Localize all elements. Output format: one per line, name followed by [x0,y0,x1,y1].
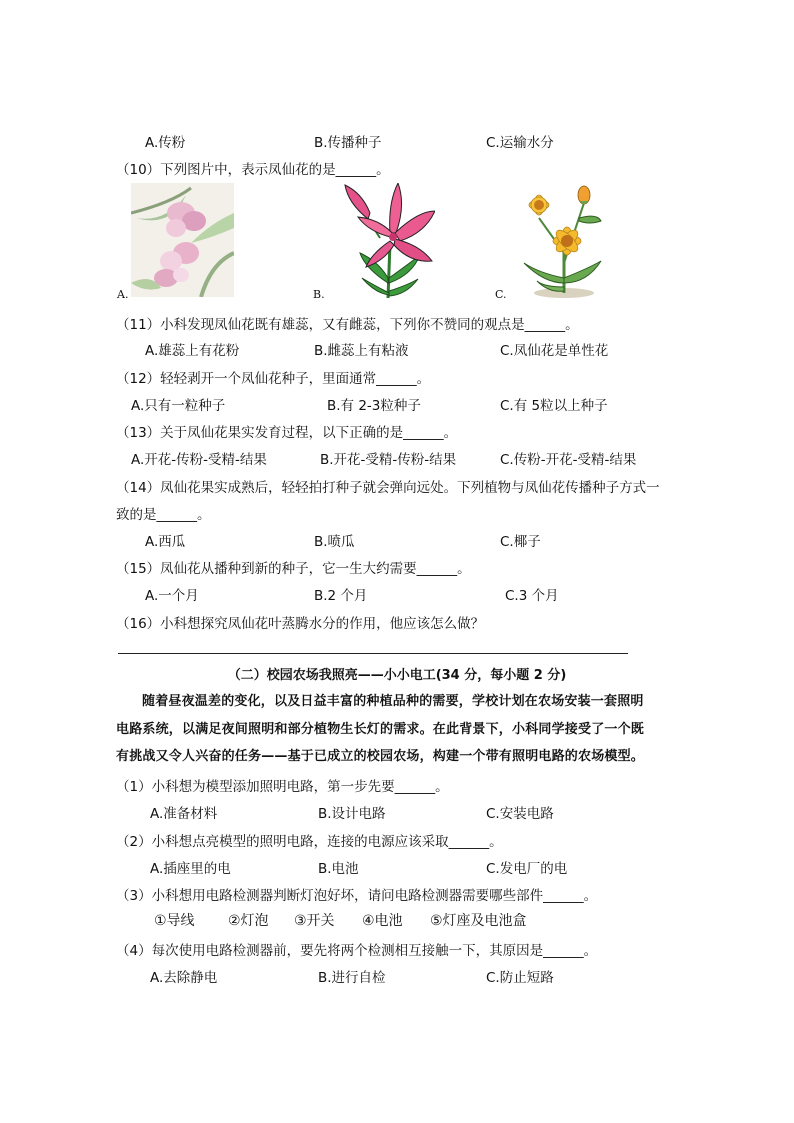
s2q3-part-2: ②灯泡 [228,913,269,929]
s2q4-question: （4）每次使用电路检测器前，要先将两个检测相互接触一下，其原因是______。 [116,943,598,959]
q11-option-b: B.雌蕊上有粘液 [314,343,409,359]
section2-intro [116,688,680,771]
q11-option-a: A.雄蕊上有花粉 [145,343,240,359]
q9-option-c: C.运输水分 [486,135,554,151]
s2q3-part-4: ④电池 [362,913,403,929]
q15-option-c: C.3 个月 [505,588,559,604]
s2q4-option-b: B.进行自检 [318,970,386,986]
q10-label-b: B. [313,288,325,301]
intro-line-1: 随着昼夜温差的变化，以及日益丰富的种植品种的需要，学校计划在农场安装一套照明 [142,694,644,709]
q10-label-c: C. [495,288,507,301]
s2q2-option-b: B.电池 [318,861,359,877]
q9-option-a: A.传粉 [145,135,186,151]
q13-option-b: B.开花-受精-传粉-结果 [320,452,457,468]
q13-question: （13）关于凤仙花果实发育过程，以下正确的是______。 [116,425,458,441]
q15-option-b: B.2 个月 [314,588,368,604]
intro-line-3: 有挑战又令人兴奋的任务——基于已成立的校园农场，构建一个带有照明电路的农场模型。 [116,749,645,764]
s2q1-question: （1）小科想为模型添加照明电路，第一步先要______。 [116,779,449,795]
q13-option-a: A.开花-传粉-受精-结果 [131,452,267,468]
answer-line [118,653,628,654]
q14-option-b: B.喷瓜 [314,534,355,550]
q13-option-c: C.传粉-开花-受精-结果 [500,452,637,468]
q14-option-a: A.西瓜 [145,534,186,550]
q15-question: （15）凤仙花从播种到新的种子，它一生大约需要______。 [116,561,471,577]
q12-question: （12）轻轻剥开一个凤仙花种子，里面通常______。 [116,371,431,387]
lily-image [340,183,435,298]
impatiens-image [131,183,234,297]
s2q1-option-b: B.设计电路 [318,806,386,822]
q10-label-a: A. [117,288,129,301]
s2q3-part-3: ③开关 [294,913,335,929]
q16-question: （16）小科想探究凤仙花叶蒸腾水分的作用，他应该怎么做？ [116,616,485,632]
q11-option-c: C.凤仙花是单性花 [500,343,609,359]
s2q3-part-5: ⑤灯座及电池盒 [430,913,527,929]
q12-option-c: C.有 5粒以上种子 [500,398,608,414]
q11-question: （11）小科发现凤仙花既有雄蕊，又有雌蕊，下列你不赞同的观点是______。 [116,317,579,333]
q14-question-line2: 致的是______。 [116,507,211,523]
section2-heading: （二）校园农场我照亮——小小电工(34 分，每小题 2 分) [227,668,567,683]
s2q3-question: （3）小科想用电路检测器判断灯泡好坏，请问电路检测器需要哪些部件______。 [116,888,598,904]
s2q2-option-a: A.插座里的电 [150,861,231,877]
q14-option-c: C.椰子 [500,534,541,550]
q12-option-a: A.只有一粒种子 [131,398,226,414]
q14-question-line1: （14）凤仙花果实成熟后，轻轻拍打种子就会弹向远处。下列植物与凤仙花传播种子方式一 [116,480,660,496]
s2q2-question: （2）小科想点亮模型的照明电路，连接的电源应该采取______。 [116,834,503,850]
s2q3-part-1: ①导线 [154,913,195,929]
q10-question: （10）下列图片中，表示凤仙花的是______。 [116,162,390,178]
q9-option-b: B.传播种子 [314,135,382,151]
s2q4-option-c: C.防止短路 [486,970,554,986]
intro-line-2: 电路系统，以满足夜间照明和部分植物生长灯的需求。在此背景下，小科同学接受了一个既 [116,721,645,737]
s2q2-option-c: C.发电厂的电 [486,861,568,877]
q15-option-a: A.一个月 [145,588,199,604]
s2q4-option-a: A.去除静电 [150,970,218,986]
s2q1-option-a: A.准备材料 [150,806,218,822]
q12-option-b: B.有 2-3粒种子 [327,398,421,414]
daisy-image [509,183,604,298]
s2q1-option-c: C.安装电路 [486,806,554,822]
